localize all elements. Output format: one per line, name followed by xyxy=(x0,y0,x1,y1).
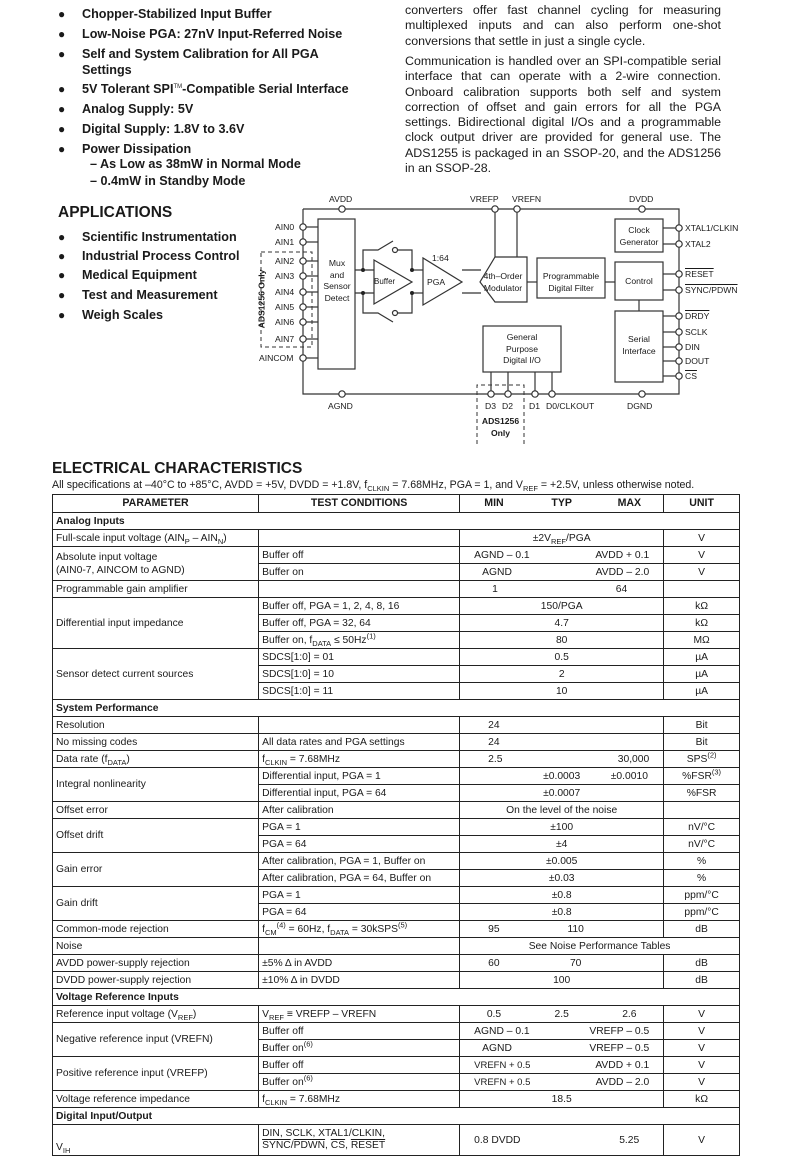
table-row: After calibration, PGA = 64, Buffer on ±0.03 % xyxy=(53,870,740,887)
table-row: Buffer $on^{(6)}$ VREFN + 0.5 AVDD – 2.0 V xyxy=(53,1074,740,1091)
mux-block: Mux and Sensor Detect xyxy=(323,258,351,303)
pin-d0-clkout: D0/CLKOUT xyxy=(546,401,595,411)
description-paragraph: Communication is handled over an SPI-compatible serial interface that can operate with a 2-wire connection. Onboard calibration supports both self and system correction of offset and gain errors for all the PGA settings. Bidirectional digital I/Os and a programmable clock output driver are provided for general use. The ADS1255 is packaged in an SSOP-20, and the ADS1256 in an SSOP-28. xyxy=(405,54,721,176)
table-row: Differential input impedance Buffer off, PGA = 1, 2, 4, 8, 16 150/PGA kΩ xyxy=(53,598,740,615)
pin-d1: D1 xyxy=(529,401,540,411)
table-row: Buffer on AGND AVDD – 2.0 V xyxy=(53,564,740,581)
ads1256-only-label: ADS1256 Only xyxy=(256,269,267,329)
pin-ain5: AIN5 xyxy=(275,302,295,312)
section-row: Analog Inputs xyxy=(53,513,740,530)
table-row: Data rate $(f_{DATA})$ $f_{CLKIN} = 7.68MHz$ 2.5 30,000 SPS$^{(2)}$ xyxy=(53,751,740,768)
table-row: Absolute input voltage (AIN0-7, AINCOM to AGND) Buffer off AGND – 0.1 AVDD + 0.1 V xyxy=(53,547,740,564)
pga-gain-label: 1:64 xyxy=(432,253,449,263)
table-row: Buffer off, PGA = 32, 64 4.7 kΩ xyxy=(53,615,740,632)
header-parameter: PARAMETER xyxy=(53,495,259,513)
digital-filter-block: Programmable Digital Filter xyxy=(542,271,600,293)
header-unit: UNIT xyxy=(664,495,740,513)
table-row: $V_{IH}$ DIN, SCLK, XTAL1/CLKIN, SYNC/PDWN, $\overline{CS}$, RESET 0.8 DVDD 5.25 V xyxy=(53,1125,740,1156)
table-row: DVDD power-supply rejection ±10% Δ in DVDD 100 dB xyxy=(53,972,740,989)
bullet-icon: ● xyxy=(58,27,66,41)
electrical-characteristics-table xyxy=(52,494,740,1156)
pin-ain3: AIN3 xyxy=(275,271,295,281)
pin-drdy: DRDY xyxy=(685,311,710,321)
pin-dout: DOUT xyxy=(685,356,710,366)
section-row: Digital Input/Output xyxy=(53,1108,740,1125)
table-row: No missing codes All data rates and PGA settings 24 Bit xyxy=(53,734,740,751)
bullet-icon: ● xyxy=(58,230,66,244)
pin-sclk: SCLK xyxy=(685,327,708,337)
pin-vrefn: VREFN xyxy=(512,194,542,204)
pin-ain7: AIN7 xyxy=(275,334,295,344)
pin-d2: D2 xyxy=(502,401,513,411)
pin-ain4: AIN4 xyxy=(275,287,295,297)
table-row: Sensor detect current sources SDCS[1:0] = 01 0.5 µA xyxy=(53,649,740,666)
gpio-block: General Purpose Digital I/O xyxy=(503,332,541,365)
clock-generator-block: Clock Generator xyxy=(619,225,659,247)
header-min-typ-max: MIN TYP MAX xyxy=(460,495,664,513)
pin-ain0: AIN0 xyxy=(275,222,295,232)
section-row: Voltage Reference Inputs xyxy=(53,989,740,1006)
pin-avdd: AVDD xyxy=(329,194,353,204)
table-row: Integral nonlinearity Differential input, PGA = 1 ±0.0003 ±0.0010 %FSR$^{(3)}$ xyxy=(53,768,740,785)
table-header-row xyxy=(53,495,740,513)
pin-ain1: AIN1 xyxy=(275,237,295,247)
bullet-icon: ● xyxy=(58,249,66,263)
electrical-characteristics-heading: ELECTRICAL CHARACTERISTICS xyxy=(52,460,303,477)
section-row: System Performance xyxy=(53,700,740,717)
pin-vrefp: VREFP xyxy=(470,194,499,204)
description-paragraph: converters offer fast channel cycling for measuring multiplexed inputs and can also perform one-shot conversions that settle in just a single cycle. xyxy=(405,3,721,48)
power-sub-item: – As Low as 38mW in Normal Mode xyxy=(90,157,301,171)
table-row: Full-scale input voltage $(AIN_P - AIN_N)$ $\pm 2V_{REF}$/PGA V xyxy=(53,530,740,547)
power-sub-item: – 0.4mW in Standby Mode xyxy=(90,174,246,188)
pin-dvdd: DVDD xyxy=(629,194,654,204)
header-test-conditions: TEST CONDITIONS xyxy=(259,495,460,513)
serial-interface-block: Serial Interface xyxy=(622,334,656,356)
table-row: SDCS[1:0] = 11 10 µA xyxy=(53,683,740,700)
bullet-icon: ● xyxy=(58,82,66,96)
pin-agnd: AGND xyxy=(328,401,353,411)
control-block: Control xyxy=(625,276,653,286)
table-row: Common-mode rejection $f_{CM}^{(4)} = 60Hz$, $f_{DATA}$ = 30kSPS$^{(5)}$ 95 110 dB xyxy=(53,921,740,938)
table-row: PGA = 64 ±0.8 ppm/°C xyxy=(53,904,740,921)
table-row: Gain drift PGA = 1 ±0.8 ppm/°C xyxy=(53,887,740,904)
pin-d3: D3 xyxy=(485,401,496,411)
table-row: Offset error After calibration On the level of the noise xyxy=(53,802,740,819)
block-diagram xyxy=(0,0,790,450)
table-row: Differential input, PGA = 64 ±0.0007 %FSR xyxy=(53,785,740,802)
table-row: Negative reference input (VREFN) Buffer off AGND – 0.1 VREFP – 0.5 V xyxy=(53,1023,740,1040)
table-row: Voltage reference impedance $f_{CLKIN} = 7.68MHz$ 18.5 kΩ xyxy=(53,1091,740,1108)
bullet-icon: ● xyxy=(58,47,66,61)
pin-din: DIN xyxy=(685,342,700,352)
buffer-block: Buffer xyxy=(374,277,396,286)
bullet-icon: ● xyxy=(58,102,66,116)
bullet-icon: ● xyxy=(58,7,66,21)
pin-reset: RESET xyxy=(685,269,714,279)
spec-conditions-note: All specifications at –40°C to +85°C, AVDD = +5V, DVDD = +1.8V, $f_{CLKIN} = 7.68MHz$, PGA = 1, and $V_{REF} = +2.5V$, unless otherwise noted. xyxy=(52,479,695,494)
table-row: SDCS[1:0] = 10 2 µA xyxy=(53,666,740,683)
table-row: Buffer $on^{(6)}$ AGND VREFP – 0.5 V xyxy=(53,1040,740,1057)
block-diagram-lines xyxy=(0,0,790,450)
bullet-icon: ● xyxy=(58,288,66,302)
pin-xtal2: XTAL2 xyxy=(685,239,711,249)
bullet-icon: ● xyxy=(58,308,66,322)
pin-aincom: AINCOM xyxy=(259,353,294,363)
table-row: Positive reference input (VREFP) Buffer off VREFN + 0.5 AVDD + 0.1 V xyxy=(53,1057,740,1074)
bullet-icon: ● xyxy=(58,122,66,136)
ads1256-only-gpio-label: ADS1256 Only xyxy=(481,416,520,438)
table-row: Gain error After calibration, PGA = 1, Buffer on ±0.005 % xyxy=(53,853,740,870)
pin-sync-pdwn: SYNC/PDWN xyxy=(685,285,738,295)
table-row: Resolution 24 Bit xyxy=(53,717,740,734)
pin-xtal1-clkin: XTAL1/CLKIN xyxy=(685,223,739,233)
pin-ain6: AIN6 xyxy=(275,317,295,327)
pin-cs: $\overline{CS}$ xyxy=(685,371,697,381)
bullet-icon: ● xyxy=(58,142,66,156)
pin-dgnd: DGND xyxy=(627,401,653,411)
table-row: AVDD power-supply rejection ±5% Δ in AVDD 60 70 dB xyxy=(53,955,740,972)
table-row: Reference input voltage $(V_{REF})$ $V_{REF}$ ≡ VREFP – VREFN 0.5 2.5 2.6 V xyxy=(53,1006,740,1023)
pga-block: PGA xyxy=(427,277,446,287)
table-row: Noise See Noise Performance Tables xyxy=(53,938,740,955)
bullet-icon: ● xyxy=(58,268,66,282)
modulator-block: 4th–Order Modulator xyxy=(483,271,523,293)
applications-heading: APPLICATIONS xyxy=(58,204,173,221)
table-row: PGA = 64 ±4 nV/°C xyxy=(53,836,740,853)
table-row: Offset drift PGA = 1 ±100 nV/°C xyxy=(53,819,740,836)
table-row: Buffer on, $f_{DATA} \le 50Hz^{(1)}$ 80 MΩ xyxy=(53,632,740,649)
table-row: Programmable gain amplifier 1 64 xyxy=(53,581,740,598)
pin-ain2: AIN2 xyxy=(275,256,295,266)
